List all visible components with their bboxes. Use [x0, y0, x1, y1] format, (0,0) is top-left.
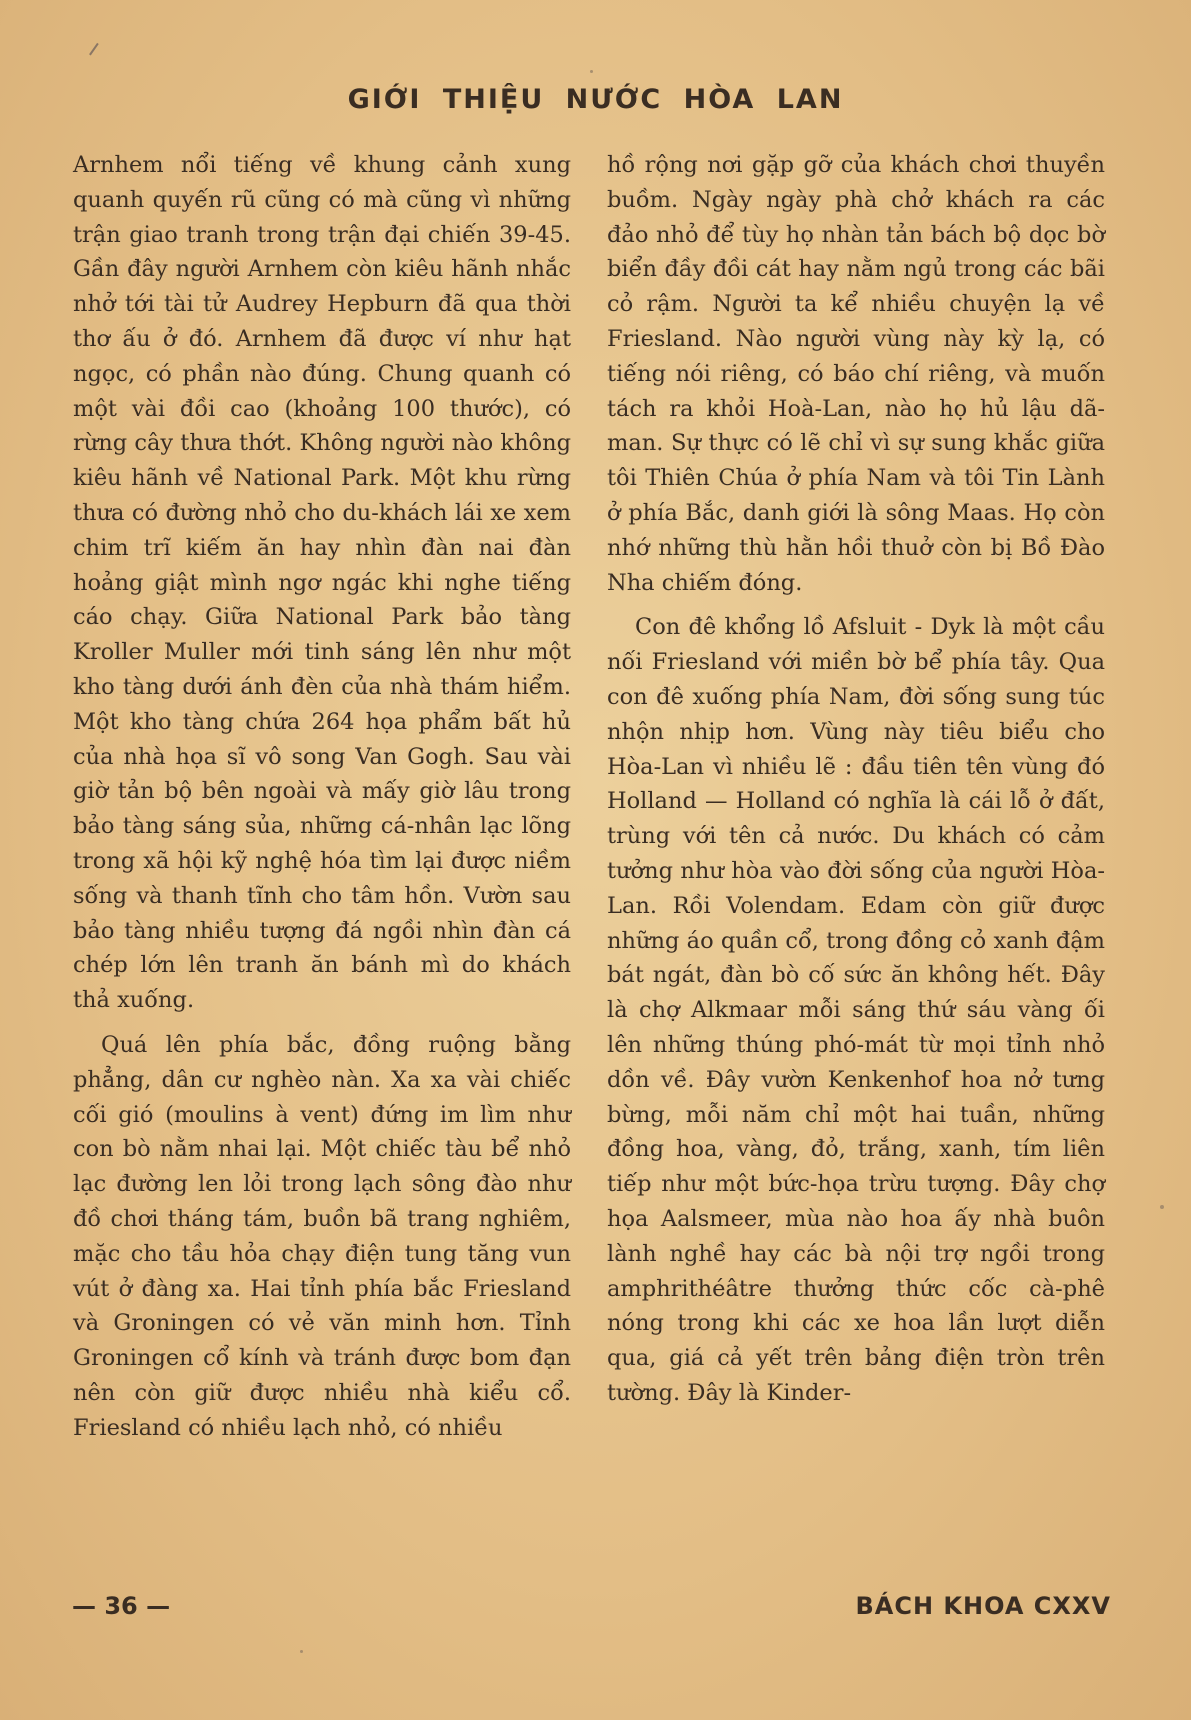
- publication-name: BÁCH KHOA CXXV: [855, 1592, 1111, 1620]
- running-head-title: GIỚI THIỆU NƯỚC HÒA LAN: [347, 84, 844, 115]
- paper-speck: [1160, 1205, 1164, 1209]
- paper-speck: [590, 70, 593, 73]
- page-number: — 36 —: [72, 1592, 171, 1620]
- paragraph-1: Arnhem nổi tiếng về khung cảnh xung quanh quyến rũ cũng có mà cũng vì những trận giao tranh trong trận đại chiến 39-45. Gần đây người Arnhem còn kiêu hãnh nhắc nhở tới tài tử Audrey Hepburn đã qua thời thơ ấu ở đó. Arnhem đã được ví như hạt ngọc, có phần nào đúng. Chung quanh có một vài đồi cao (khoảng 100 thước), có rừng cây thưa thớt. Không người nào không kiêu hãnh về National Park. Một khu rừng thưa có đường nhỏ cho du-khách lái xe xem chim trĩ kiếm ăn hay nhìn đàn nai đàn hoảng giật mình ngơ ngác khi nghe tiếng cáo chạy. Giữa National Park bảo tàng Kroller Muller mới tinh sáng lên như một kho tàng dưới ánh đèn của nhà thám hiểm. Một kho tàng chứa 264 họa phẩm bất hủ của nhà họa sĩ vô song Van Gogh. Sau vài giờ tản bộ bên ngoài và mấy giờ lâu trong bảo tàng sáng sủa, những cá-nhân lạc lõng trong xã hội kỹ nghệ hóa tìm lại được niềm sống và thanh tĩnh cho tâm hồn. Vườn sau bảo tàng nhiều tượng đá ngồi nhìn đàn cá chép lớn lên tranh ăn bánh mì do khách thả xuống.: [73, 152, 571, 1014]
- paragraph-2: Quá lên phía bắc, đồng ruộng bằng phẳng, dân cư nghèo nàn. Xa xa vài chiếc cối gió (moulins à vent) đứng im lìm như con bò nằm nhai lại. Một chiếc tàu bể nhỏ lạc đường len lỏi trong lạch sông đào như đồ chơi tháng tám, buồn bã trang nghiêm, mặc cho tầu hỏa chạy điện tung tăng vun vút ở đàng xa. Hai tỉnh phía bắc Friesland và Groningen có vẻ văn minh hơn. Tỉnh Groningen cổ kính và tránh được bom đạn nên còn giữ được nhiều nhà kiểu cổ. Friesland có nhiều lạch nhỏ, có nhiều: [73, 1031, 571, 1441]
- paper-speck: [300, 1650, 303, 1653]
- paragraph-4: Con đê khổng lồ Afsluit - Dyk là một cầu nối Friesland với miền bờ bể phía tây. Qua con đê xuống phía Nam, đời sống sung túc nhộn nhịp hơn. Vùng này tiêu biểu cho Hòa-Lan vì nhiều lẽ : đầu tiên tên vùng đó Holland — Holland có nghĩa là cái lỗ ở đất, trùng với tên cả nước. Du khách có cảm tưởng như hòa vào đời sống của người Hòa-Lan. Rồi Volendam. Edam còn giữ được những áo quần cổ, trong đồng cỏ xanh đậm bát ngát, đàn bò cố sức ăn không hết. Đây là chợ Alkmaar mỗi sáng thứ sáu vàng ối lên những thúng phó-mát từ mọi tỉnh nhỏ dồn về. Đây vườn Kenkenhof hoa nở tưng bừng, mỗi năm chỉ một hai tuần, những đồng hoa, vàng, đỏ, trắng, xanh, tím liên tiếp như một bức-họa trừu tượng. Đây chợ họa Aalsmeer, mùa nào hoa ấy nhà buôn lành nghề hay các bà nội trợ ngồi trong amphrithéâtre thưởng thức cốc cà-phê nóng trong khi các xe hoa lần lượt diễn qua, giá cả yết trên bảng điện tròn trên tường. Đây là Kinder-: [607, 614, 1105, 1406]
- right-column: [607, 148, 1105, 1411]
- ink-mark: [89, 43, 107, 61]
- paragraph-3: hồ rộng nơi gặp gỡ của khách chơi thuyền buồm. Ngày ngày phà chở khách ra các đảo nhỏ để tùy họ nhàn tản bách bộ dọc bờ biển đầy đồi cát hay nằm ngủ trong các bãi cỏ rậm. Người ta kể nhiều chuyện lạ về Friesland. Nào người vùng này kỳ lạ, có tiếng nói riêng, có báo chí riêng, và muốn tách ra khỏi Hoà-Lan, nào họ hủ lậu dã-man. Sự thực có lẽ chỉ vì sự sung khắc giữa tôi Thiên Chúa ở phía Nam và tôi Tin Lành ở phía Bắc, danh giới là sông Maas. Họ còn nhớ những thù hằn hồi thuở còn bị Bồ Đào Nha chiếm đóng.: [607, 152, 1105, 596]
- left-column: [73, 148, 571, 1445]
